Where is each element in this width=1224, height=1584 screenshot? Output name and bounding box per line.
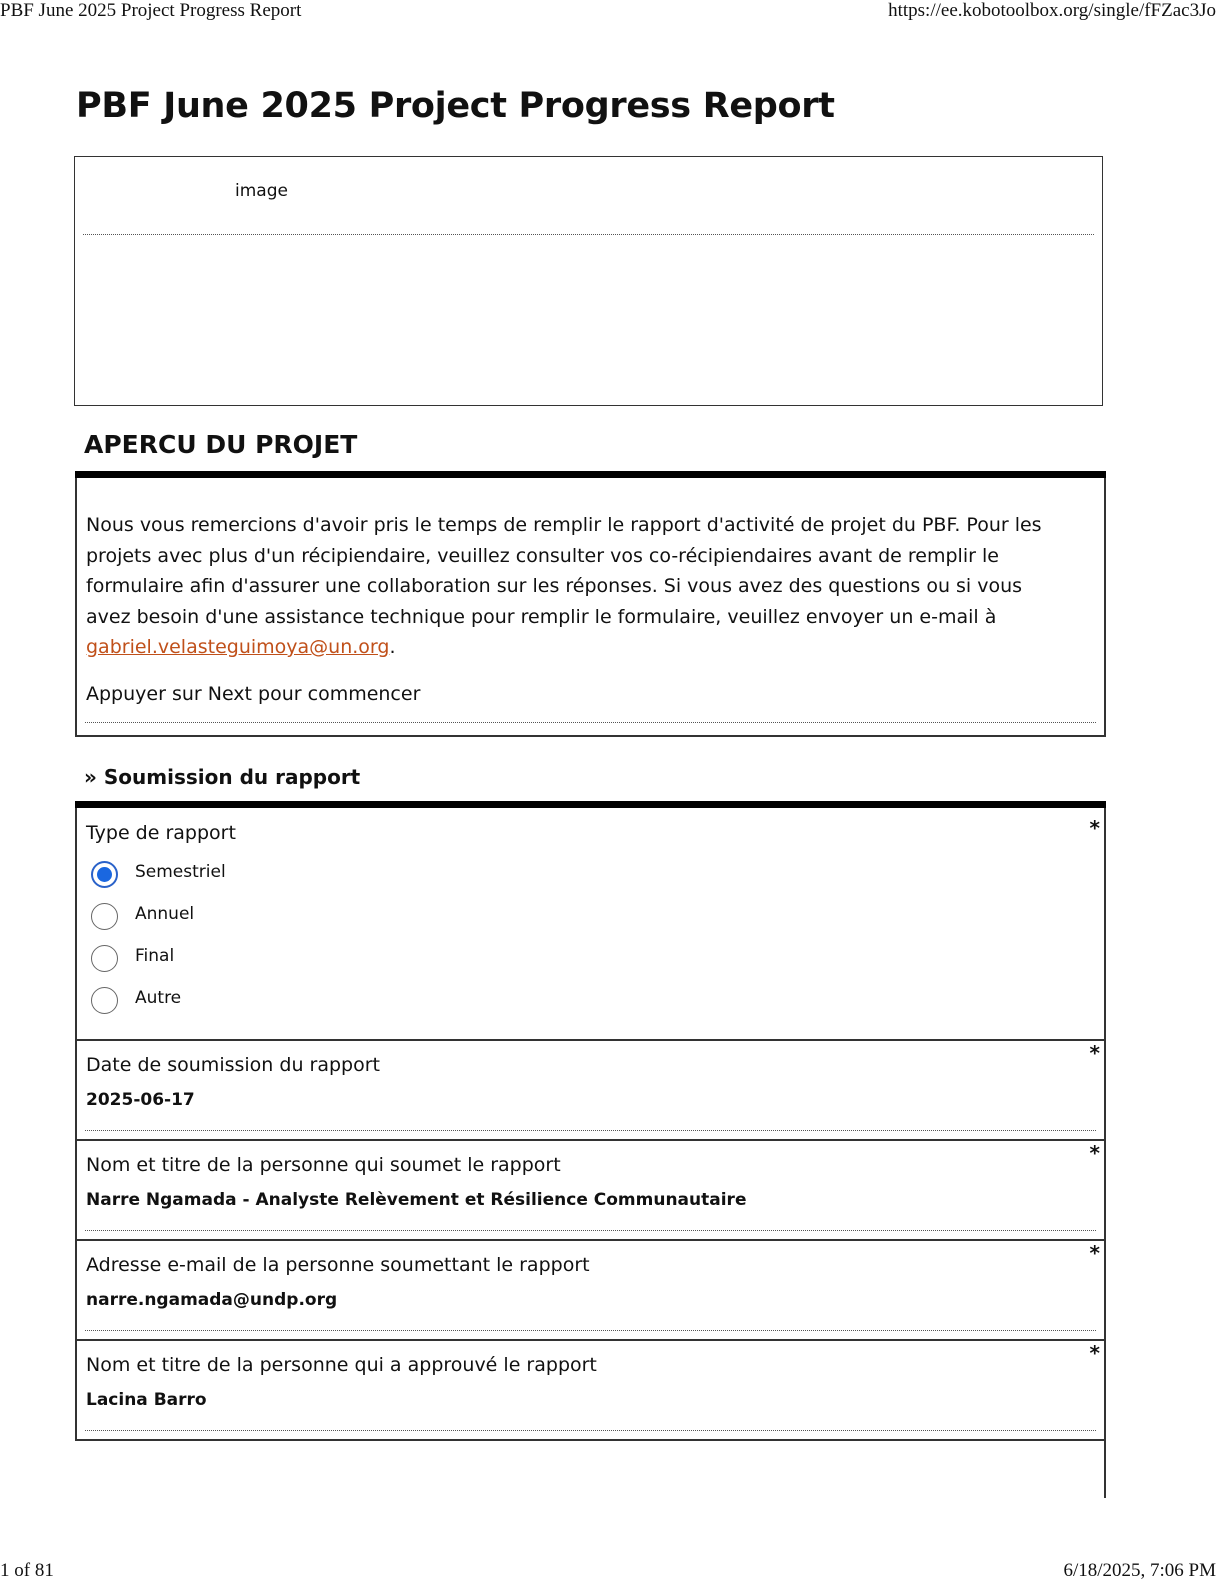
page-title: PBF June 2025 Project Progress Report	[76, 86, 835, 126]
radio-button[interactable]	[91, 903, 118, 930]
radio-option-semestriel[interactable]	[91, 861, 391, 891]
intro-end: .	[389, 636, 396, 658]
image-question-box	[74, 156, 1103, 406]
print-footer	[0, 1558, 1224, 1584]
image-label: image	[235, 181, 288, 201]
divider	[85, 1230, 1096, 1231]
approver-name-value[interactable]: Lacina Barro	[86, 1390, 207, 1410]
submission-date-label: Date de soumission du rapport	[86, 1054, 380, 1076]
required-marker: *	[1089, 1141, 1100, 1165]
approver-name-label: Nom et titre de la personne qui a approuvé le rapport	[86, 1354, 597, 1376]
group-divider	[75, 471, 1106, 478]
divider	[85, 1130, 1096, 1131]
report-type-label: Type de rapport	[86, 822, 236, 844]
radio-option-final[interactable]	[91, 945, 391, 975]
print-header-url: https://ee.kobotoolbox.org/single/fFZac3Jo	[888, 0, 1216, 21]
submitter-name-question	[75, 1141, 1106, 1241]
group-title-submission: » Soumission du rapport	[84, 765, 361, 789]
radio-option-autre[interactable]	[91, 987, 391, 1017]
divider	[85, 1430, 1096, 1431]
radio-button[interactable]	[91, 987, 118, 1014]
submitter-email-value[interactable]: narre.ngamada@undp.org	[86, 1290, 338, 1310]
contact-email-link[interactable]: gabriel.velasteguimoya@un.org	[86, 636, 390, 658]
divider	[85, 722, 1096, 723]
radio-label: Semestriel	[135, 862, 226, 882]
submitter-name-label: Nom et titre de la personne qui soumet le rapport	[86, 1154, 561, 1176]
radio-option-annuel[interactable]	[91, 903, 391, 933]
required-marker: *	[1089, 1341, 1100, 1365]
page-continuation-border	[1104, 1440, 1106, 1498]
group-title-overview: APERCU DU PROJET	[84, 430, 358, 459]
overview-note-box	[75, 478, 1106, 737]
required-marker: *	[1089, 816, 1100, 840]
required-marker: *	[1089, 1241, 1100, 1265]
report-type-question	[75, 808, 1106, 1041]
group-divider	[75, 801, 1106, 808]
submitter-email-label: Adresse e-mail de la personne soumettant le rapport	[86, 1254, 590, 1276]
print-datetime: 6/18/2025, 7:06 PM	[1063, 1560, 1216, 1581]
submitter-name-value[interactable]: Narre Ngamada - Analyste Relèvement et Résilience Communautaire	[86, 1190, 747, 1210]
submitter-email-question	[75, 1241, 1106, 1341]
divider	[83, 234, 1094, 235]
submission-date-value[interactable]: 2025-06-17	[86, 1090, 195, 1110]
radio-label: Final	[135, 946, 175, 966]
print-header	[0, 0, 1224, 26]
next-hint: Appuyer sur Next pour commencer	[86, 683, 421, 705]
submission-date-question	[75, 1041, 1106, 1141]
required-marker: *	[1089, 1041, 1100, 1065]
radio-label: Autre	[135, 988, 182, 1008]
intro-text	[86, 510, 1046, 663]
page-counter: 1 of 81	[0, 1560, 54, 1581]
radio-button[interactable]	[91, 945, 118, 972]
print-header-title: PBF June 2025 Project Progress Report	[0, 0, 302, 21]
radio-button-checked[interactable]	[91, 861, 118, 888]
radio-label: Annuel	[135, 904, 195, 924]
divider	[85, 1330, 1096, 1331]
approver-name-question	[75, 1341, 1106, 1441]
intro-paragraph: Nous vous remercions d'avoir pris le temps de remplir le rapport d'activité de projet du PBF. Pour les projets avec plus d'un récipiendaire, veuillez consulter vos co-récipiendaires avant de remplir le formulaire afin d'assurer une collaboration sur les réponses. Si vous avez des questions ou si vous avez besoin d'une assistance technique pour remplir le formulaire, veuillez envoyer un e-mail à	[86, 514, 1042, 628]
